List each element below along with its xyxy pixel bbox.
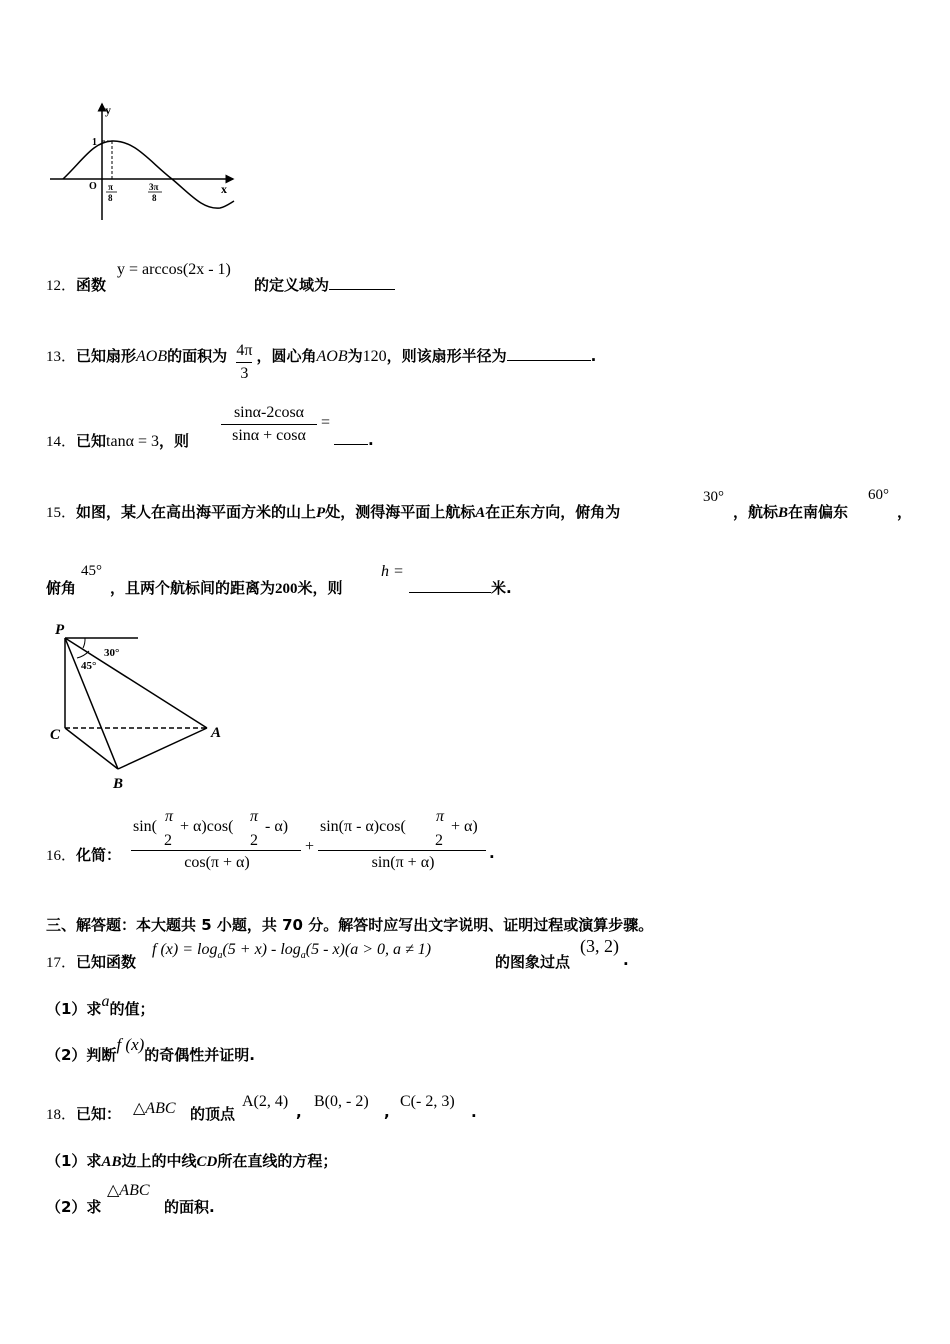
tick-3pi8-den: 8 xyxy=(152,193,157,203)
label-45deg: 45° xyxy=(81,660,97,672)
tick-pi8-num: π xyxy=(108,182,113,192)
origin-label: O xyxy=(89,181,97,192)
edge-PA xyxy=(65,638,207,728)
q14-fraction: sinα-2cosα sinα + cosα xyxy=(221,404,317,445)
q17-part1: （1）求a的值； xyxy=(46,993,155,1018)
q16-term1: sin( π 2 + α)cos( π 2 - α) cos(π + α) xyxy=(131,808,303,872)
q16-term2-numerator: sin(π - α)cos( π 2 + α) xyxy=(320,808,478,849)
one-label: 1 xyxy=(92,137,97,148)
q16-plus: + xyxy=(305,838,315,855)
q18-triangle: △ABC xyxy=(133,1100,176,1117)
answer-blank xyxy=(409,578,491,593)
question-16: 16．化简： xyxy=(46,846,122,864)
q14-equals: = xyxy=(321,414,331,431)
question-18: 18．已知： xyxy=(46,1105,122,1123)
q18-part2-tail: 的面积. xyxy=(164,1198,215,1216)
answer-blank xyxy=(329,275,395,290)
y-label: y xyxy=(105,103,111,117)
q17-mid: 的图象过点 xyxy=(495,953,571,971)
q18-point-B: B(0, - 2) xyxy=(314,1093,369,1110)
q12-formula: y = arccos(2x - 1) xyxy=(117,261,231,278)
q16-term2: sin(π - α)cos( π 2 + α) sin(π + α) xyxy=(318,808,488,872)
q17-end: . xyxy=(623,951,629,969)
q18-end: . xyxy=(471,1103,477,1121)
q15-angle-45: 45° xyxy=(81,563,102,579)
q18-mid: 的顶点 xyxy=(190,1105,236,1123)
q17-formula: f $(x) = \log_a(5 + x) - \log_a(5 - x)(a > 0$, a ≠ 1) xyxy=(152,941,432,962)
question-15-line2-lead: 俯角 xyxy=(46,579,77,597)
q18-part2-lead: （2）求 xyxy=(46,1198,102,1216)
label-30deg: 30° xyxy=(104,647,120,659)
q15-angle-60: 60° xyxy=(868,487,889,503)
label-C: C xyxy=(50,727,61,743)
x-label: x xyxy=(221,182,227,196)
section-3-title: 三、解答题：本大题共 5 小题，共 70 分。解答时应写出文字说明、证明过程或演算步骤。 xyxy=(46,916,654,934)
label-A: A xyxy=(211,725,222,741)
question-15-line1: 15．如图，某人在高出海平面方米的山上P处，测得海平面上航标A在正东方向，俯角为 xyxy=(46,503,621,521)
question-12: 12．函数 xyxy=(46,276,107,294)
tick-3pi8-num: 3π xyxy=(149,182,159,192)
sine-graph-figure xyxy=(45,100,245,225)
q15-comma: ， xyxy=(897,503,913,521)
q15-h-equals: h = xyxy=(381,563,404,580)
q18-part2-triangle: △ABC xyxy=(107,1182,150,1199)
answer-blank xyxy=(334,430,368,445)
question-17: 17．已知函数 xyxy=(46,953,137,971)
q13-fraction: $\frac{4\pi}{3}$ xyxy=(236,342,253,382)
label-B: B xyxy=(113,776,124,792)
answer-blank xyxy=(507,346,591,361)
q14-blank: . xyxy=(334,430,374,449)
question-15-line2: ，且两个航标间的距离为200米，则 xyxy=(110,579,343,597)
q15-seg: ，航标B在南偏东 xyxy=(733,503,849,521)
q16-term1-numerator: sin( π 2 + α)cos( π 2 - α) xyxy=(133,808,289,849)
q16-end: . xyxy=(489,844,495,862)
question-14: 14．已知tanα = 3，则 xyxy=(46,432,189,450)
label-P: P xyxy=(55,622,65,638)
q17-point: (3, 2) xyxy=(580,936,619,956)
sine-curve xyxy=(63,141,234,208)
q17-part2: （2）判断f (x)的奇偶性并证明. xyxy=(46,1035,255,1064)
q12-tail: 的定义域为 xyxy=(254,274,395,295)
question-13: 13．已知扇形AOB的面积为 $\frac{4\pi}{3}$ ，圆心角AOB为120，则该扇形半径为 . xyxy=(46,345,596,391)
q15-tail: 米. xyxy=(409,577,512,598)
pyramid-figure xyxy=(45,618,235,793)
q15-angle-30: 30° xyxy=(703,489,724,505)
tick-pi8-den: 8 xyxy=(108,193,113,203)
edge-BA xyxy=(118,728,207,769)
q18-part1: （1）求AB边上的中线CD所在直线的方程； xyxy=(46,1152,338,1170)
q18-point-C: C(- 2, 3) xyxy=(400,1093,455,1110)
q18-point-A: A(2, 4) xyxy=(242,1093,289,1110)
